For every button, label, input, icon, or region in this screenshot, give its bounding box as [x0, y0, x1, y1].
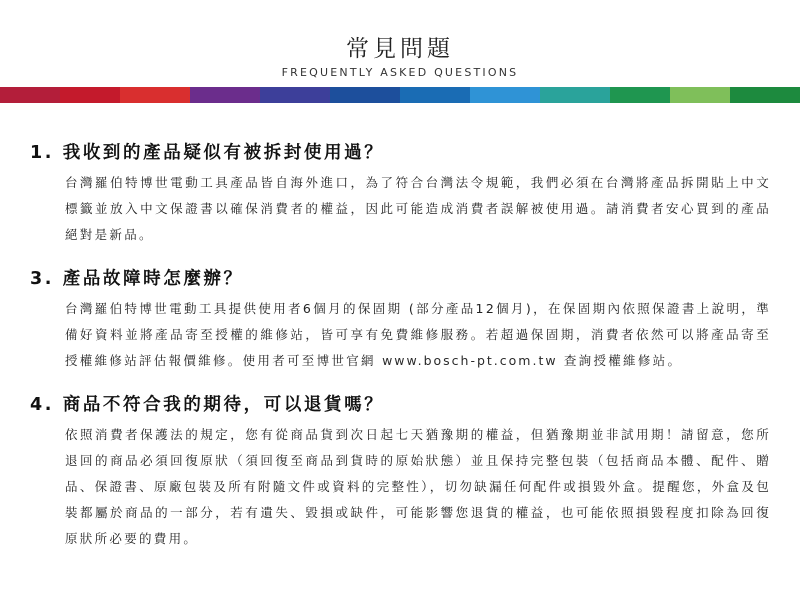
color-bar-segment: [60, 87, 120, 103]
color-bar-segment: [120, 87, 190, 103]
page-subtitle: FREQUENTLY ASKED QUESTIONS: [281, 66, 519, 79]
faq-answer-text: 查詢授權維修站。: [557, 353, 683, 368]
decorative-color-bar: [0, 87, 800, 103]
faq-question: 3. 產品故障時怎麼辦？: [30, 269, 244, 289]
color-bar-segment: [610, 87, 670, 103]
color-bar-segment: [0, 87, 60, 103]
color-bar-segment: [470, 87, 540, 103]
faq-item: [30, 266, 775, 374]
faq-list: [30, 140, 775, 570]
color-bar-segment: [400, 87, 470, 103]
faq-item: [30, 392, 775, 552]
page-title: 常見問題: [346, 36, 454, 62]
bosch-website-link[interactable]: www.bosch-pt.com.tw: [382, 353, 558, 368]
color-bar-segment: [730, 87, 800, 103]
faq-item: [30, 140, 775, 248]
faq-answer: 台灣羅伯特博世電動工具產品皆自海外進口，為了符合台灣法令規範，我們必須在台灣將產品拆開貼上中文標籤並放入中文保證書以確保消費者的權益，因此可能造成消費者誤解被使用過。請消費者安心買到的產品絕對是新品。: [65, 175, 771, 242]
faq-answer: [65, 296, 771, 374]
color-bar-segment: [540, 87, 610, 103]
color-bar-segment: [670, 87, 730, 103]
color-bar-segment: [330, 87, 400, 103]
faq-question: 1. 我收到的產品疑似有被拆封使用過？: [30, 143, 385, 163]
color-bar-segment: [190, 87, 260, 103]
faq-question: 4. 商品不符合我的期待，可以退貨嗎？: [30, 395, 385, 415]
faq-answer-text: 台灣羅伯特博世電動工具提供使用者6個月的保固期 (部分產品12個月)，在保固期內依照保證書上說明，準備好資料並將產品寄至授權的維修站，皆可享有免費維修服務。若超過保固期，消費者依然可以將產品寄至授權維修站評估報價維修。使用者可至博世官網: [65, 301, 771, 368]
faq-answer: 依照消費者保護法的規定，您有從商品貨到次日起七天猶豫期的權益，但猶豫期並非試用期！請留意，您所退回的商品必須回復原狀（須回復至商品到貨時的原始狀態）並且保持完整包裝（包括商品本體、配件、贈品、保證書、原廠包裝及所有附隨文件或資料的完整性），切勿缺漏任何配件或損毀外盒。提醒您，外盒及包裝都屬於商品的一部分，若有遺失、毀損或缺件，可能影響您退貨的權益，也可能依照損毀程度扣除為回復原狀所必要的費用。: [65, 427, 771, 546]
color-bar-segment: [260, 87, 330, 103]
page-header: [0, 0, 800, 88]
